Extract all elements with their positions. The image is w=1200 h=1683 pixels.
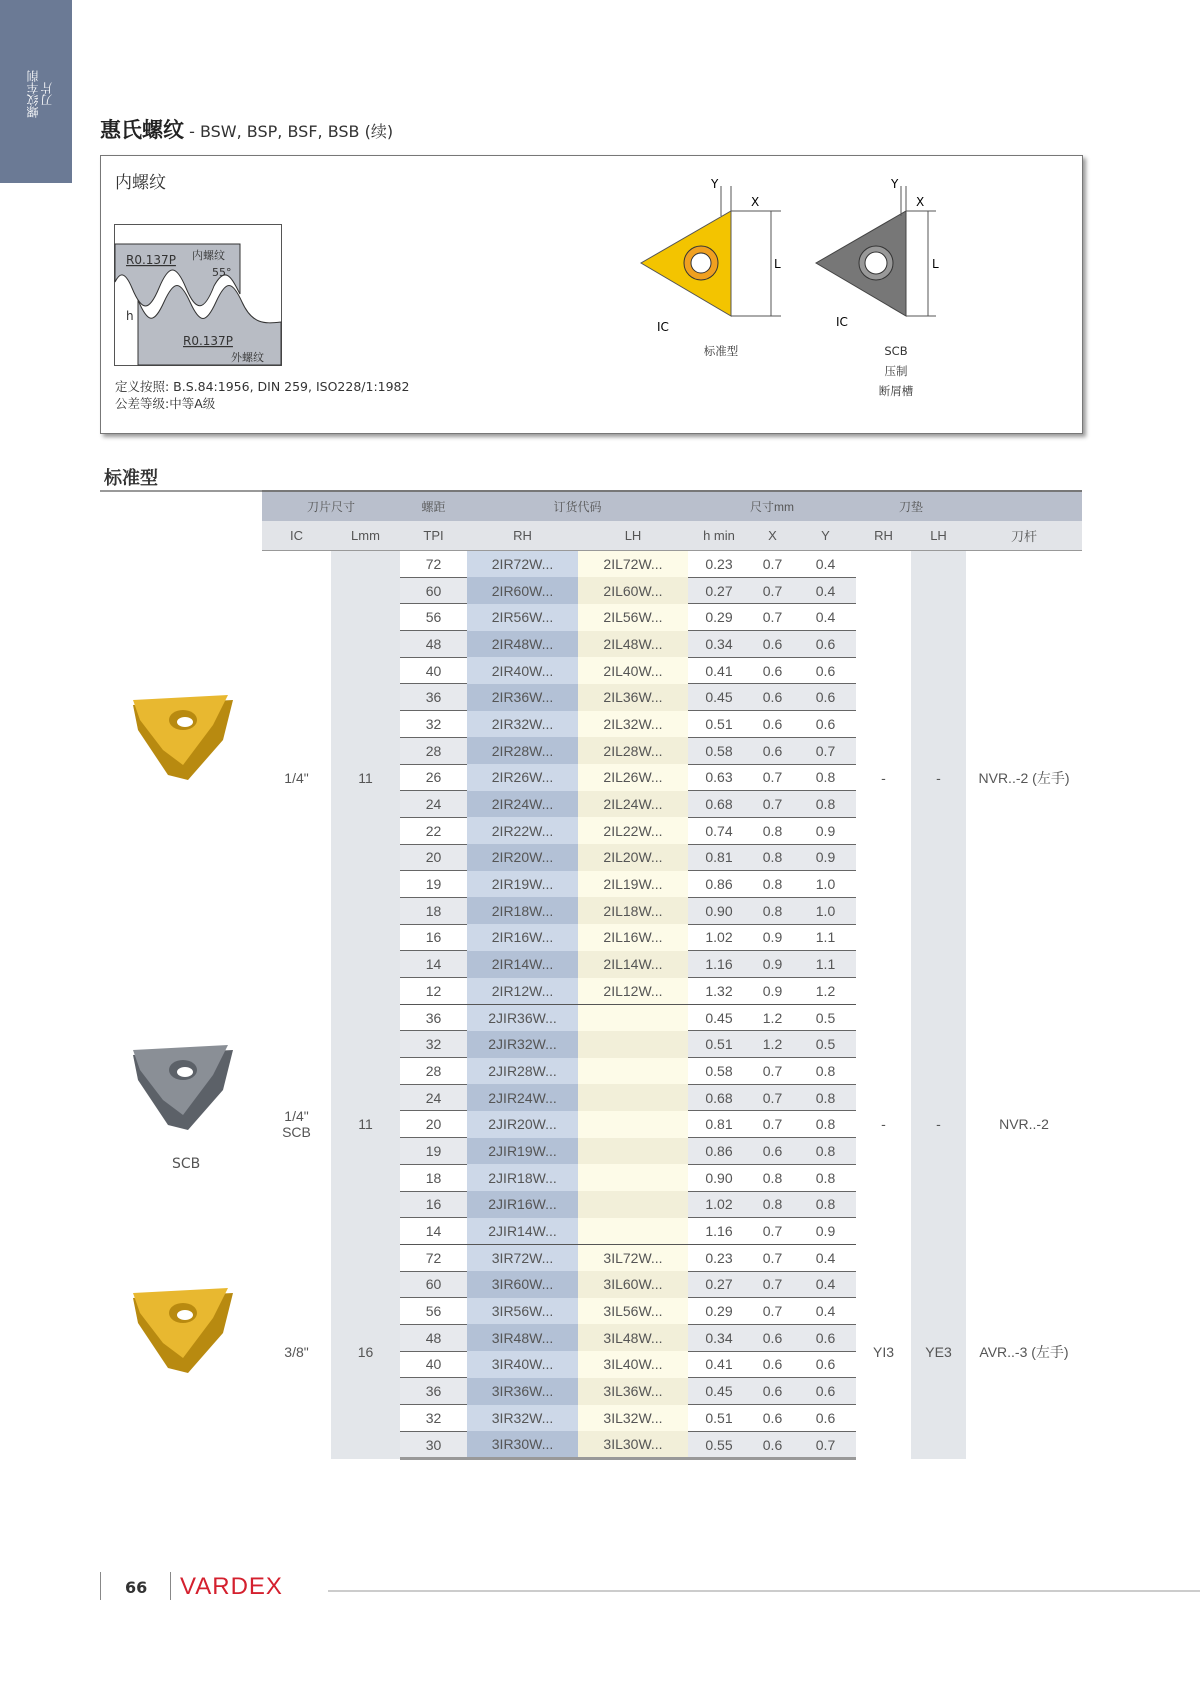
side-tab bbox=[0, 0, 72, 183]
lh-code-cell: 2IL48W... bbox=[578, 631, 688, 658]
tpi-cell: 26 bbox=[400, 764, 467, 791]
y-cell: 0.9 bbox=[795, 817, 856, 844]
hmin-cell: 0.58 bbox=[688, 1058, 750, 1085]
scb-insert-diagram bbox=[806, 176, 956, 336]
lh-code-cell: 2IL12W... bbox=[578, 978, 688, 1005]
hmin-cell: 0.29 bbox=[688, 1298, 750, 1325]
hmin-cell: 0.27 bbox=[688, 577, 750, 604]
rh-code-cell: 2JIR28W... bbox=[467, 1058, 578, 1085]
tpi-cell: 72 bbox=[400, 551, 467, 578]
column-header: RH bbox=[856, 521, 911, 551]
lh-code-cell: 2IL28W... bbox=[578, 737, 688, 764]
hmin-cell: 0.51 bbox=[688, 1405, 750, 1432]
tpi-cell: 48 bbox=[400, 631, 467, 658]
y-cell: 0.5 bbox=[795, 1004, 856, 1031]
footer-line bbox=[328, 1590, 1200, 1592]
x-cell: 0.9 bbox=[750, 951, 795, 978]
x-cell: 0.6 bbox=[750, 737, 795, 764]
hmin-cell: 0.23 bbox=[688, 1244, 750, 1271]
y-cell: 0.6 bbox=[795, 1324, 856, 1351]
y-cell: 0.6 bbox=[795, 684, 856, 711]
radius-label-bottom: R0.137P bbox=[183, 334, 233, 348]
rh-code-cell: 2IR60W... bbox=[467, 577, 578, 604]
tpi-cell: 16 bbox=[400, 924, 467, 951]
lh-code-cell: 2IL60W... bbox=[578, 577, 688, 604]
lh-code-cell bbox=[578, 1058, 688, 1085]
hmin-cell: 0.41 bbox=[688, 1351, 750, 1378]
y-cell: 0.6 bbox=[795, 1405, 856, 1432]
lh-code-cell: 3IL60W... bbox=[578, 1271, 688, 1298]
x-cell: 0.7 bbox=[750, 764, 795, 791]
tpi-cell: 14 bbox=[400, 951, 467, 978]
x-cell: 0.6 bbox=[750, 1405, 795, 1432]
dim-y-label: Y bbox=[711, 177, 719, 191]
group-header-row bbox=[262, 491, 1082, 521]
x-cell: 0.7 bbox=[750, 551, 795, 578]
column-header: X bbox=[750, 521, 795, 551]
rh-code-cell: 3IR40W... bbox=[467, 1351, 578, 1378]
external-thread-label: 外螺纹 bbox=[231, 351, 264, 364]
y-cell: 0.9 bbox=[795, 844, 856, 871]
rh-code-cell: 2JIR16W... bbox=[467, 1191, 578, 1218]
x-cell: 0.7 bbox=[750, 604, 795, 631]
x-cell: 0.8 bbox=[750, 844, 795, 871]
rh-code-cell: 2JIR24W... bbox=[467, 1084, 578, 1111]
tpi-cell: 56 bbox=[400, 1298, 467, 1325]
y-cell: 0.6 bbox=[795, 657, 856, 684]
x-cell: 0.6 bbox=[750, 1138, 795, 1165]
tpi-cell: 72 bbox=[400, 1244, 467, 1271]
ic-value: 1/4" bbox=[284, 1108, 309, 1125]
y-cell: 1.1 bbox=[795, 951, 856, 978]
hmin-cell: 0.55 bbox=[688, 1431, 750, 1459]
x-cell: 0.6 bbox=[750, 1324, 795, 1351]
rh-code-cell: 2IR14W... bbox=[467, 951, 578, 978]
rh-code-cell: 2JIR36W... bbox=[467, 1004, 578, 1031]
x-cell: 0.6 bbox=[750, 711, 795, 738]
ic-cell bbox=[262, 1244, 331, 1459]
tpi-cell: 19 bbox=[400, 871, 467, 898]
shim-rh-cell: - bbox=[881, 769, 886, 786]
rh-code-cell: 2IR16W... bbox=[467, 924, 578, 951]
tpi-cell: 28 bbox=[400, 737, 467, 764]
scb-caption-3: 断屑槽 bbox=[878, 384, 914, 398]
lh-code-cell bbox=[578, 1191, 688, 1218]
hmin-cell: 0.68 bbox=[688, 791, 750, 818]
tpi-cell: 20 bbox=[400, 844, 467, 871]
footer-divider bbox=[100, 1572, 101, 1600]
x-cell: 1.2 bbox=[750, 1004, 795, 1031]
hmin-cell: 0.68 bbox=[688, 1084, 750, 1111]
h-label: h bbox=[126, 309, 134, 323]
tpi-cell: 24 bbox=[400, 791, 467, 818]
y-cell: 0.8 bbox=[795, 1084, 856, 1111]
lh-code-cell: 3IL30W... bbox=[578, 1431, 688, 1459]
y-cell: 0.8 bbox=[795, 764, 856, 791]
hmin-cell: 0.86 bbox=[688, 871, 750, 898]
rh-code-cell: 2JIR20W... bbox=[467, 1111, 578, 1138]
lh-code-cell: 3IL56W... bbox=[578, 1298, 688, 1325]
tpi-cell: 36 bbox=[400, 1004, 467, 1031]
tpi-cell: 40 bbox=[400, 657, 467, 684]
lh-code-cell: 2IL40W... bbox=[578, 657, 688, 684]
holder-cell: AVR..-3 (左手) bbox=[979, 1343, 1069, 1360]
y-cell: 0.4 bbox=[795, 1244, 856, 1271]
page-number: 66 bbox=[125, 1578, 148, 1597]
info-box bbox=[100, 155, 1083, 434]
rh-code-cell: 2JIR32W... bbox=[467, 1031, 578, 1058]
lh-code-cell: 3IL32W... bbox=[578, 1405, 688, 1432]
tpi-cell: 32 bbox=[400, 1405, 467, 1432]
dim-x-label: X bbox=[751, 195, 760, 209]
x-cell: 0.7 bbox=[750, 1218, 795, 1245]
x-cell: 0.6 bbox=[750, 1351, 795, 1378]
y-cell: 0.8 bbox=[795, 1058, 856, 1085]
rh-code-cell: 2IR40W... bbox=[467, 657, 578, 684]
rh-code-cell: 2IR20W... bbox=[467, 844, 578, 871]
column-header: Lmm bbox=[331, 521, 400, 551]
lh-code-cell: 3IL72W... bbox=[578, 1244, 688, 1271]
scb-caption bbox=[836, 341, 956, 401]
tpi-cell: 36 bbox=[400, 684, 467, 711]
y-cell: 0.4 bbox=[795, 551, 856, 578]
y-cell: 0.6 bbox=[795, 711, 856, 738]
lh-code-cell: 2IL19W... bbox=[578, 871, 688, 898]
hmin-cell: 0.34 bbox=[688, 1324, 750, 1351]
tpi-cell: 28 bbox=[400, 1058, 467, 1085]
dim-ic-label: IC bbox=[657, 320, 669, 334]
y-cell: 0.7 bbox=[795, 737, 856, 764]
column-header: IC bbox=[262, 521, 331, 551]
lh-code-cell: 2IL56W... bbox=[578, 604, 688, 631]
lh-code-cell: 2IL22W... bbox=[578, 817, 688, 844]
rh-code-cell: 3IR56W... bbox=[467, 1298, 578, 1325]
x-cell: 0.9 bbox=[750, 924, 795, 951]
standard-insert-diagram bbox=[631, 176, 791, 336]
group-header: 螺距 bbox=[400, 491, 467, 521]
rh-code-cell: 2IR26W... bbox=[467, 764, 578, 791]
tpi-cell: 30 bbox=[400, 1431, 467, 1459]
x-cell: 0.8 bbox=[750, 1191, 795, 1218]
tpi-cell: 12 bbox=[400, 978, 467, 1005]
rh-code-cell: 2IR28W... bbox=[467, 737, 578, 764]
definition-standard: 定义按照: B.S.84:1956, DIN 259, ISO228/1:1982 bbox=[115, 379, 410, 394]
x-cell: 0.7 bbox=[750, 1298, 795, 1325]
rh-code-cell: 2JIR18W... bbox=[467, 1164, 578, 1191]
x-cell: 0.7 bbox=[750, 577, 795, 604]
dim-l-label: L bbox=[932, 257, 939, 271]
ic-variant: SCB bbox=[282, 1124, 311, 1141]
rh-code-cell: 2IR18W... bbox=[467, 897, 578, 924]
rh-code-cell: 3IR60W... bbox=[467, 1271, 578, 1298]
hmin-cell: 0.45 bbox=[688, 1004, 750, 1031]
x-cell: 0.8 bbox=[750, 817, 795, 844]
rh-code-cell: 3IR72W... bbox=[467, 1244, 578, 1271]
hmin-cell: 0.34 bbox=[688, 631, 750, 658]
y-cell: 0.4 bbox=[795, 1298, 856, 1325]
side-tab-label: 螺纹车削 刀片 bbox=[26, 70, 54, 118]
lh-code-cell: 2IL14W... bbox=[578, 951, 688, 978]
y-cell: 0.8 bbox=[795, 1164, 856, 1191]
dim-y-label: Y bbox=[891, 177, 899, 191]
y-cell: 0.9 bbox=[795, 1218, 856, 1245]
rh-code-cell: 2IR56W... bbox=[467, 604, 578, 631]
hmin-cell: 0.51 bbox=[688, 711, 750, 738]
x-cell: 0.7 bbox=[750, 1058, 795, 1085]
dim-ic-label: IC bbox=[836, 315, 848, 329]
column-header: LH bbox=[911, 521, 966, 551]
tpi-cell: 18 bbox=[400, 1164, 467, 1191]
holder-cell: NVR..-2 (左手) bbox=[978, 769, 1070, 786]
scb-caption-1: SCB bbox=[884, 344, 908, 358]
x-cell: 0.6 bbox=[750, 1431, 795, 1459]
hmin-cell: 1.16 bbox=[688, 951, 750, 978]
rh-code-cell: 2IR22W... bbox=[467, 817, 578, 844]
x-cell: 0.6 bbox=[750, 684, 795, 711]
y-cell: 1.0 bbox=[795, 871, 856, 898]
y-cell: 0.5 bbox=[795, 1031, 856, 1058]
y-cell: 0.8 bbox=[795, 1111, 856, 1138]
group-header: 刀片尺寸 bbox=[262, 491, 400, 521]
lh-code-cell bbox=[578, 1004, 688, 1031]
y-cell: 0.6 bbox=[795, 1378, 856, 1405]
rh-code-cell: 2IR48W... bbox=[467, 631, 578, 658]
vardex-logo: VARDEX bbox=[180, 1573, 283, 1600]
l-cell: 16 bbox=[331, 1244, 400, 1459]
column-header: TPI bbox=[400, 521, 467, 551]
lh-code-cell: 3IL36W... bbox=[578, 1378, 688, 1405]
x-cell: 0.7 bbox=[750, 791, 795, 818]
standard-caption: 标准型 bbox=[703, 344, 739, 358]
shim-rh-cell: YI3 bbox=[872, 1343, 894, 1360]
y-cell: 1.0 bbox=[795, 897, 856, 924]
l-cell: 11 bbox=[331, 1004, 400, 1244]
lh-code-cell: 2IL32W... bbox=[578, 711, 688, 738]
hmin-cell: 0.81 bbox=[688, 844, 750, 871]
rh-code-cell: 2IR12W... bbox=[467, 978, 578, 1005]
tpi-cell: 40 bbox=[400, 1351, 467, 1378]
x-cell: 0.6 bbox=[750, 631, 795, 658]
tpi-cell: 16 bbox=[400, 1191, 467, 1218]
ic-value: 3/8" bbox=[284, 1343, 309, 1360]
section-title: 标准型 bbox=[104, 468, 158, 489]
tpi-cell: 22 bbox=[400, 817, 467, 844]
lh-code-cell: 2IL20W... bbox=[578, 844, 688, 871]
shim-lh-cell: - bbox=[911, 1004, 966, 1244]
x-cell: 0.7 bbox=[750, 1084, 795, 1111]
column-header-row bbox=[262, 521, 1082, 551]
y-cell: 0.4 bbox=[795, 577, 856, 604]
column-header: h min bbox=[688, 521, 750, 551]
hmin-cell: 0.41 bbox=[688, 657, 750, 684]
rh-code-cell: 2JIR14W... bbox=[467, 1218, 578, 1245]
column-header: RH bbox=[467, 521, 578, 551]
hmin-cell: 0.27 bbox=[688, 1271, 750, 1298]
l-cell: 11 bbox=[331, 551, 400, 1005]
tpi-cell: 36 bbox=[400, 1378, 467, 1405]
hmin-cell: 0.74 bbox=[688, 817, 750, 844]
footer-divider bbox=[170, 1572, 171, 1600]
tpi-cell: 60 bbox=[400, 1271, 467, 1298]
hmin-cell: 1.32 bbox=[688, 978, 750, 1005]
ic-value: 1/4" bbox=[284, 769, 309, 786]
definition-text bbox=[115, 378, 409, 412]
hmin-cell: 0.45 bbox=[688, 1378, 750, 1405]
hmin-cell: 0.51 bbox=[688, 1031, 750, 1058]
lh-code-cell bbox=[578, 1218, 688, 1245]
gold-insert-image bbox=[128, 690, 238, 785]
ic-cell bbox=[262, 1004, 331, 1244]
ic-cell bbox=[262, 551, 331, 1005]
lh-code-cell: 2IL26W... bbox=[578, 764, 688, 791]
y-cell: 0.4 bbox=[795, 604, 856, 631]
thread-profile-diagram bbox=[114, 224, 282, 366]
column-header: 刀杆 bbox=[966, 521, 1082, 551]
tpi-cell: 19 bbox=[400, 1138, 467, 1165]
y-cell: 0.4 bbox=[795, 1271, 856, 1298]
lh-code-cell: 2IL24W... bbox=[578, 791, 688, 818]
dim-l-label: L bbox=[774, 257, 781, 271]
hmin-cell: 0.45 bbox=[688, 684, 750, 711]
hmin-cell: 0.86 bbox=[688, 1138, 750, 1165]
hmin-cell: 0.58 bbox=[688, 737, 750, 764]
hmin-cell: 0.29 bbox=[688, 604, 750, 631]
y-cell: 1.2 bbox=[795, 978, 856, 1005]
lh-code-cell: 2IL72W... bbox=[578, 551, 688, 578]
insert-table bbox=[262, 490, 1082, 1460]
x-cell: 1.2 bbox=[750, 1031, 795, 1058]
box-title: 内螺纹 bbox=[115, 173, 166, 193]
y-cell: 0.8 bbox=[795, 1138, 856, 1165]
hmin-cell: 0.90 bbox=[688, 1164, 750, 1191]
tpi-cell: 56 bbox=[400, 604, 467, 631]
lh-code-cell bbox=[578, 1111, 688, 1138]
column-header: LH bbox=[578, 521, 688, 551]
y-cell: 0.7 bbox=[795, 1431, 856, 1459]
section-underline bbox=[100, 490, 262, 492]
scb-caption-2: 压制 bbox=[884, 364, 908, 378]
y-cell: 0.6 bbox=[795, 631, 856, 658]
tpi-cell: 32 bbox=[400, 1031, 467, 1058]
tolerance-class: 公差等级:中等A级 bbox=[115, 396, 216, 411]
internal-thread-label: 内螺纹 bbox=[192, 249, 225, 262]
angle-label: 55° bbox=[212, 266, 232, 279]
shim-lh-cell: YE3 bbox=[911, 1244, 966, 1459]
x-cell: 0.8 bbox=[750, 897, 795, 924]
tpi-cell: 20 bbox=[400, 1111, 467, 1138]
title-sub: - BSW, BSP, BSF, BSB (续) bbox=[184, 122, 394, 141]
lh-code-cell: 3IL40W... bbox=[578, 1351, 688, 1378]
tpi-cell: 32 bbox=[400, 711, 467, 738]
tpi-cell: 48 bbox=[400, 1324, 467, 1351]
tpi-cell: 18 bbox=[400, 897, 467, 924]
y-cell: 0.8 bbox=[795, 791, 856, 818]
scb-image-label: SCB bbox=[172, 1156, 201, 1172]
table-row bbox=[262, 551, 1082, 578]
shim-rh-cell: - bbox=[881, 1116, 886, 1133]
group-header: 刀垫 bbox=[856, 491, 966, 521]
lh-code-cell: 2IL18W... bbox=[578, 897, 688, 924]
tpi-cell: 14 bbox=[400, 1218, 467, 1245]
rh-code-cell: 2JIR19W... bbox=[467, 1138, 578, 1165]
scb-insert-image bbox=[128, 1040, 238, 1135]
title-main: 惠氏螺纹 bbox=[100, 118, 184, 142]
rh-code-cell: 3IR32W... bbox=[467, 1405, 578, 1432]
table-row bbox=[262, 1004, 1082, 1031]
x-cell: 0.7 bbox=[750, 1244, 795, 1271]
rh-code-cell: 2IR36W... bbox=[467, 684, 578, 711]
y-cell: 1.1 bbox=[795, 924, 856, 951]
group-header: 订货代码 bbox=[467, 491, 688, 521]
y-cell: 0.6 bbox=[795, 1351, 856, 1378]
rh-code-cell: 2IR19W... bbox=[467, 871, 578, 898]
rh-code-cell: 3IR30W... bbox=[467, 1431, 578, 1459]
rh-code-cell: 2IR24W... bbox=[467, 791, 578, 818]
hmin-cell: 0.63 bbox=[688, 764, 750, 791]
hmin-cell: 1.02 bbox=[688, 1191, 750, 1218]
hmin-cell: 1.16 bbox=[688, 1218, 750, 1245]
lh-code-cell bbox=[578, 1164, 688, 1191]
lh-code-cell: 2IL16W... bbox=[578, 924, 688, 951]
column-header: Y bbox=[795, 521, 856, 551]
rh-code-cell: 2IR72W... bbox=[467, 551, 578, 578]
hmin-cell: 0.90 bbox=[688, 897, 750, 924]
hmin-cell: 0.81 bbox=[688, 1111, 750, 1138]
holder-cell: NVR..-2 bbox=[999, 1116, 1049, 1133]
lh-code-cell: 2IL36W... bbox=[578, 684, 688, 711]
shim-lh-cell: - bbox=[911, 551, 966, 1005]
gold-insert-image bbox=[128, 1283, 238, 1378]
x-cell: 0.6 bbox=[750, 1378, 795, 1405]
dim-x-label: X bbox=[916, 195, 925, 209]
group-header bbox=[966, 491, 1082, 521]
table-row bbox=[262, 1244, 1082, 1271]
y-cell: 0.8 bbox=[795, 1191, 856, 1218]
hmin-cell: 1.02 bbox=[688, 924, 750, 951]
lh-code-cell: 3IL48W... bbox=[578, 1324, 688, 1351]
rh-code-cell: 2IR32W... bbox=[467, 711, 578, 738]
rh-code-cell: 3IR36W... bbox=[467, 1378, 578, 1405]
tpi-cell: 24 bbox=[400, 1084, 467, 1111]
lh-code-cell bbox=[578, 1031, 688, 1058]
x-cell: 0.8 bbox=[750, 1164, 795, 1191]
group-header: 尺寸mm bbox=[688, 491, 856, 521]
x-cell: 0.6 bbox=[750, 657, 795, 684]
page-title bbox=[100, 114, 393, 144]
lh-code-cell bbox=[578, 1084, 688, 1111]
x-cell: 0.7 bbox=[750, 1271, 795, 1298]
rh-code-cell: 3IR48W... bbox=[467, 1324, 578, 1351]
tpi-cell: 60 bbox=[400, 577, 467, 604]
x-cell: 0.9 bbox=[750, 978, 795, 1005]
x-cell: 0.8 bbox=[750, 871, 795, 898]
x-cell: 0.7 bbox=[750, 1111, 795, 1138]
lh-code-cell bbox=[578, 1138, 688, 1165]
hmin-cell: 0.23 bbox=[688, 551, 750, 578]
radius-label-top: R0.137P bbox=[126, 253, 176, 267]
